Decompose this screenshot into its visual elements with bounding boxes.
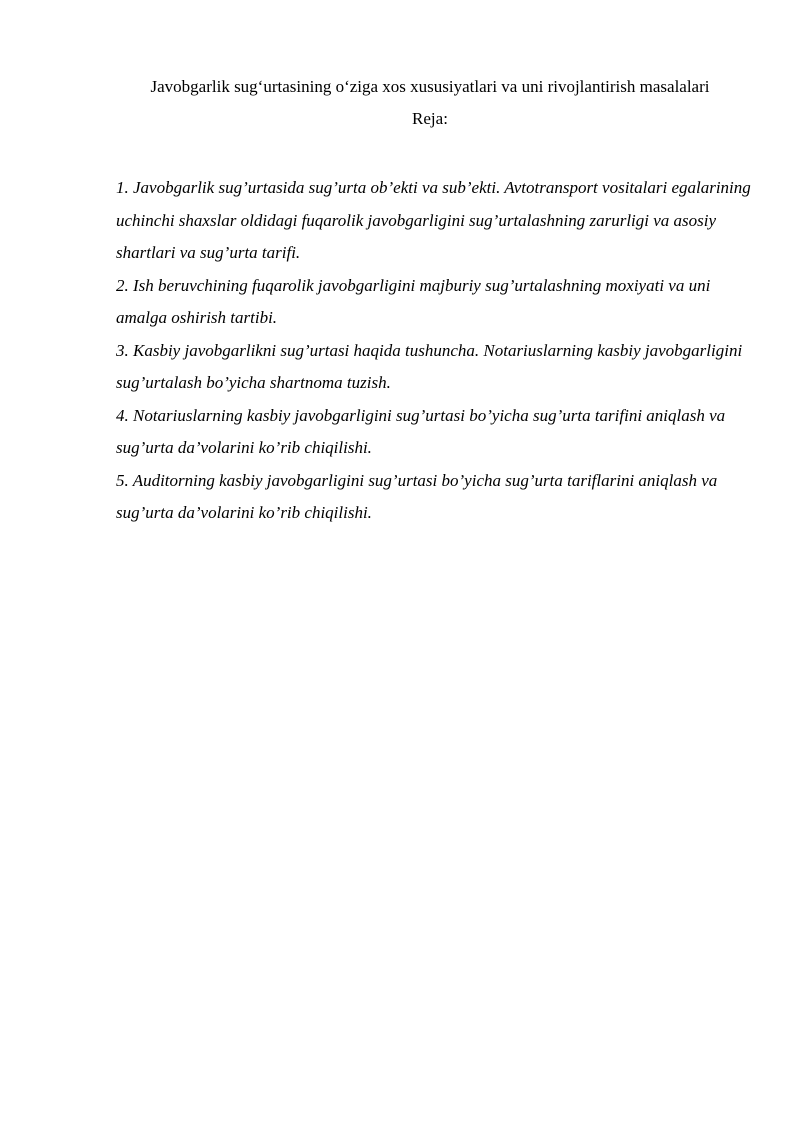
document-title: Javobgarlik sug‘urtasining o‘ziga xos xususiyatlari va uni rivojlantirish masalalari bbox=[150, 77, 710, 96]
plan-heading: Reja: bbox=[412, 109, 448, 128]
plan-item: 5. Auditorning kasbiy javobgarligini sug’urtasi bo’yicha sug’urta tariflarini aniqlash va sug’urta da’volarini ko’rib chiqilishi. bbox=[116, 470, 718, 522]
plan-item: 1. Javobgarlik sug’urtasida sug’urta ob’ekti va sub’ekti. Avtotransport vositalari egalarining uchinchi shaxslar oldidagi fuqarolik javobgarligini sug’urtalashning zarurligi va asosiy shartlari va sug’urta tarifi. bbox=[116, 178, 751, 262]
plan-list bbox=[116, 172, 756, 530]
plan-item: 2. Ish beruvchining fuqarolik javobgarligini majburiy sug’urtalashning moxiyati va uni amalga oshirish tartibi. bbox=[116, 275, 711, 327]
plan-item: 4. Notariuslarning kasbiy javobgarligini sug’urtasi bo’yicha sug’urta tarifini aniqlash va sug’urta da’volarini ko’rib chiqilishi. bbox=[116, 405, 726, 457]
plan-item: 3. Kasbiy javobgarlikni sug’urtasi haqida tushuncha. Notariuslarning kasbiy javobgarligini sug’urtalash bo’yicha shartnoma tuzish. bbox=[116, 340, 743, 392]
